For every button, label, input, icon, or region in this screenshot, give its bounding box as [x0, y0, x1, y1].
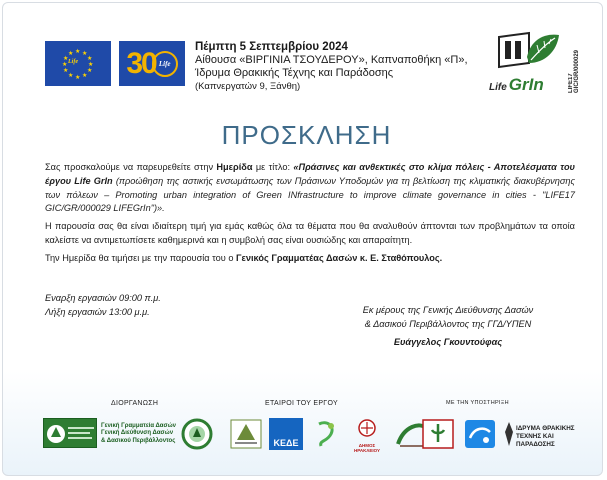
life-circle-icon	[152, 51, 178, 77]
signature-line-2: & Δασικού Περιβάλλοντος της ΓΓΔ/ΥΠΕΝ	[364, 319, 532, 329]
grin-name: GrIn	[508, 75, 544, 94]
partner-logo-1-icon	[229, 418, 263, 450]
event-address: (Καπνεργατών 9, Ξάνθη)	[195, 81, 301, 92]
p1-intro: Σας προσκαλούμε να παρευρεθείτε στην	[45, 162, 217, 172]
invitation-paragraph-2: Η παρουσία σας θα είναι ιδιαίτερη τιμή για εμάς καθώς όλα τα θέματα που θα αναλυθούν άπτονται των προβλημάτων τα οποία καλείστε να αντιμετωπίσετε καθημερινά και η συμβολή σας είναι ουσιώδης και απαραίτητη.	[45, 221, 575, 245]
event-subtitle: (προώθηση της αστικής ενσωμάτωσης των Πράσινων Υποδομών για τη βελτίωση της κλιματικής διακυβέρνησης των πόλεων – Promoting urban integration of Green INfrastructure to improve climate governance in cities - "LIFE17 GIC/GR/000029 LIFEGrIn")».	[45, 175, 575, 214]
partner-logos	[229, 418, 434, 452]
signature-line-1: Εκ μέρους της Γενικής Διεύθυνσης Δασών	[362, 305, 534, 315]
support-text-1: ΙΔΡΥΜΑ ΘΡΑΚΙΚΗΣ	[516, 425, 575, 432]
schedule	[45, 292, 161, 319]
kede-logo	[269, 418, 303, 450]
partner-logo-3-icon	[309, 418, 343, 450]
support-logos	[420, 418, 580, 452]
event-title: «Πράσινες και ανθεκτικές στο κλίμα πόλεις - Αποτελέσματα του έργου Life GrIn	[45, 162, 575, 186]
heraklion-text: ΔΗΜΟΣ ΗΡΑΚΛΕΙΟΥ	[353, 443, 381, 453]
anniversary-number: 30	[126, 46, 156, 80]
eu-stars-icon: ★ ★ ★ ★ ★ ★ ★ ★ ★ ★ ★ ★ Life	[62, 48, 94, 81]
forestry-logo-icon	[43, 418, 97, 448]
p3-prefix: Την Ημερίδα θα τιμήσει με την παρουσία του ο	[45, 252, 237, 263]
organizer-text-3: & Δασικού Περιβάλλοντος	[101, 437, 176, 444]
seal-logo-icon	[179, 418, 215, 450]
support-text-2: ΤΕΧΝΗΣ ΚΑΙ ΠΑΡΑΔΟΣΗΣ	[516, 433, 555, 448]
thrace-foundation-emblem-icon	[502, 418, 516, 450]
event-date: Πέμπτη 5 Σεπτεμβρίου 2024	[195, 41, 348, 53]
organizer-text-1: Γενική Γραμματεία Δασών	[101, 423, 177, 429]
guest-of-honor: Γενικός Γραμματέας Δασών κ. Ε. Σταθόπουλος.	[236, 252, 443, 263]
grin-prefix: Life	[489, 82, 507, 93]
life-grin-wordmark	[489, 75, 544, 95]
event-venue: Αίθουσα «ΒΙΡΓΙΝΙΑ ΤΣΟΥΔΕΡΟΥ», Καπναποθήκη «Π»,	[195, 54, 468, 66]
signatory-name: Ευάγγελος Γκουντούφας	[393, 337, 503, 347]
invitation-body	[45, 161, 575, 270]
start-time: Εναρξη εργασιών 09:00 π.μ.	[45, 293, 161, 303]
signature-block	[338, 303, 558, 331]
eu-logo-word: Life	[68, 58, 78, 65]
p1-mid: με τίτλο:	[252, 162, 294, 172]
life-30-anniversary-logo	[119, 41, 185, 86]
organizer-text-2: Γενική Διεύθυνση Δασών	[101, 430, 174, 437]
support-logo-1-icon	[420, 418, 456, 450]
page-title: ΠΡΟΣΚΛΗΣΗ	[221, 120, 392, 150]
thrace-foundation-name	[516, 425, 580, 449]
kede-text: ΚΕΔΕ	[273, 438, 299, 448]
event-institution: Ίδρυμα Θρακικής Τέχνης και Παράδοσης	[195, 67, 394, 79]
support-label: ΜΕ ΤΗΝ ΥΠΟΣΤΗΡΙΞΗ	[446, 400, 509, 406]
eu-life-logo	[45, 41, 111, 86]
invitation-paragraph-1	[45, 161, 575, 216]
anniversary-logo-word: Life	[158, 59, 171, 68]
p1-event: Ημερίδα	[216, 162, 253, 172]
end-time: Λήξη εργασιών 13:00 μ.μ.	[45, 306, 150, 317]
organizer-name	[101, 423, 176, 445]
support-logo-2-icon	[462, 418, 498, 450]
invitation-card	[2, 2, 603, 476]
invitation-paragraph-3	[45, 252, 575, 266]
organizer-label: ΔΙΟΡΓΑΝΩΣΗ	[111, 400, 159, 407]
partners-label: ΕΤΑΙΡΟΙ ΤΟΥ ΕΡΓΟΥ	[265, 400, 338, 407]
event-details	[195, 41, 485, 93]
heraklion-logo	[347, 418, 387, 453]
project-code-vertical: LIFE17 GIC/GR/000029	[568, 49, 580, 93]
organizer-logos	[43, 418, 223, 452]
